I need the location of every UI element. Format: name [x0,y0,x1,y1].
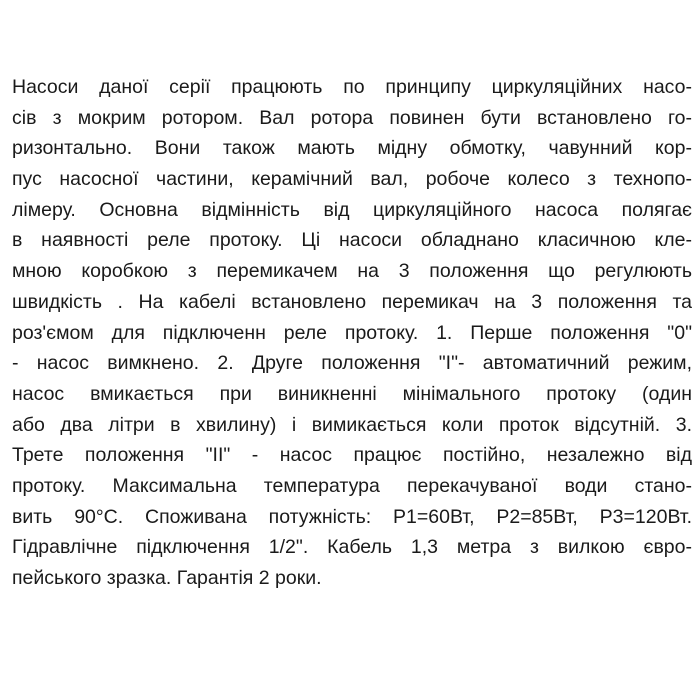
text-line: в наявності реле протоку. Ці насоси обладнано класичною кле- [12,229,692,252]
text-line: насос вмикається при виникненні мінімального протоку (один [12,382,692,405]
text-line: швидкість . На кабелі встановлено перемикач на 3 положення та [12,290,692,313]
text-line: лімеру. Основна відмінність від циркуляційного насоса полягає [12,198,692,221]
text-line: роз'ємом для підключенн реле протоку. 1. Перше положення "0" [12,321,692,344]
text-line: - насос вимкнено. 2. Друге положення "I"- автоматичний режим, [12,352,692,375]
text-line: протоку. Максимальна температура перекачуваної води стано- [12,474,692,497]
text-line: сів з мокрим ротором. Вал ротора повинен бути встановлено го- [12,106,692,129]
text-line: мною коробкою з перемикачем на 3 положення що регулюють [12,260,692,283]
text-line: пейського зразка. Гарантія 2 роки. [12,567,322,589]
text-line: ризонтально. Вони також мають мідну обмотку, чавунний кор- [12,137,692,160]
text-line: Трете положення "II" - насос працює постійно, незалежно від [12,444,692,467]
text-line: пус насосної частини, керамічний вал, робоче колесо з технопо- [12,168,692,191]
text-line: Насоси даної серії працюють по принципу циркуляційних насо- [12,76,692,98]
text-line: Гідравлічне підключення 1/2". Кабель 1,3 метра з вилкою євро- [12,536,692,559]
text-line: або два літри в хвилину) і вимикається коли проток відсутній. 3. [12,413,692,436]
product-description [12,72,692,594]
text-line: вить 90°С. Споживана потужність: Р1=60Вт, Р2=85Вт, Р3=120Вт. [12,505,692,528]
